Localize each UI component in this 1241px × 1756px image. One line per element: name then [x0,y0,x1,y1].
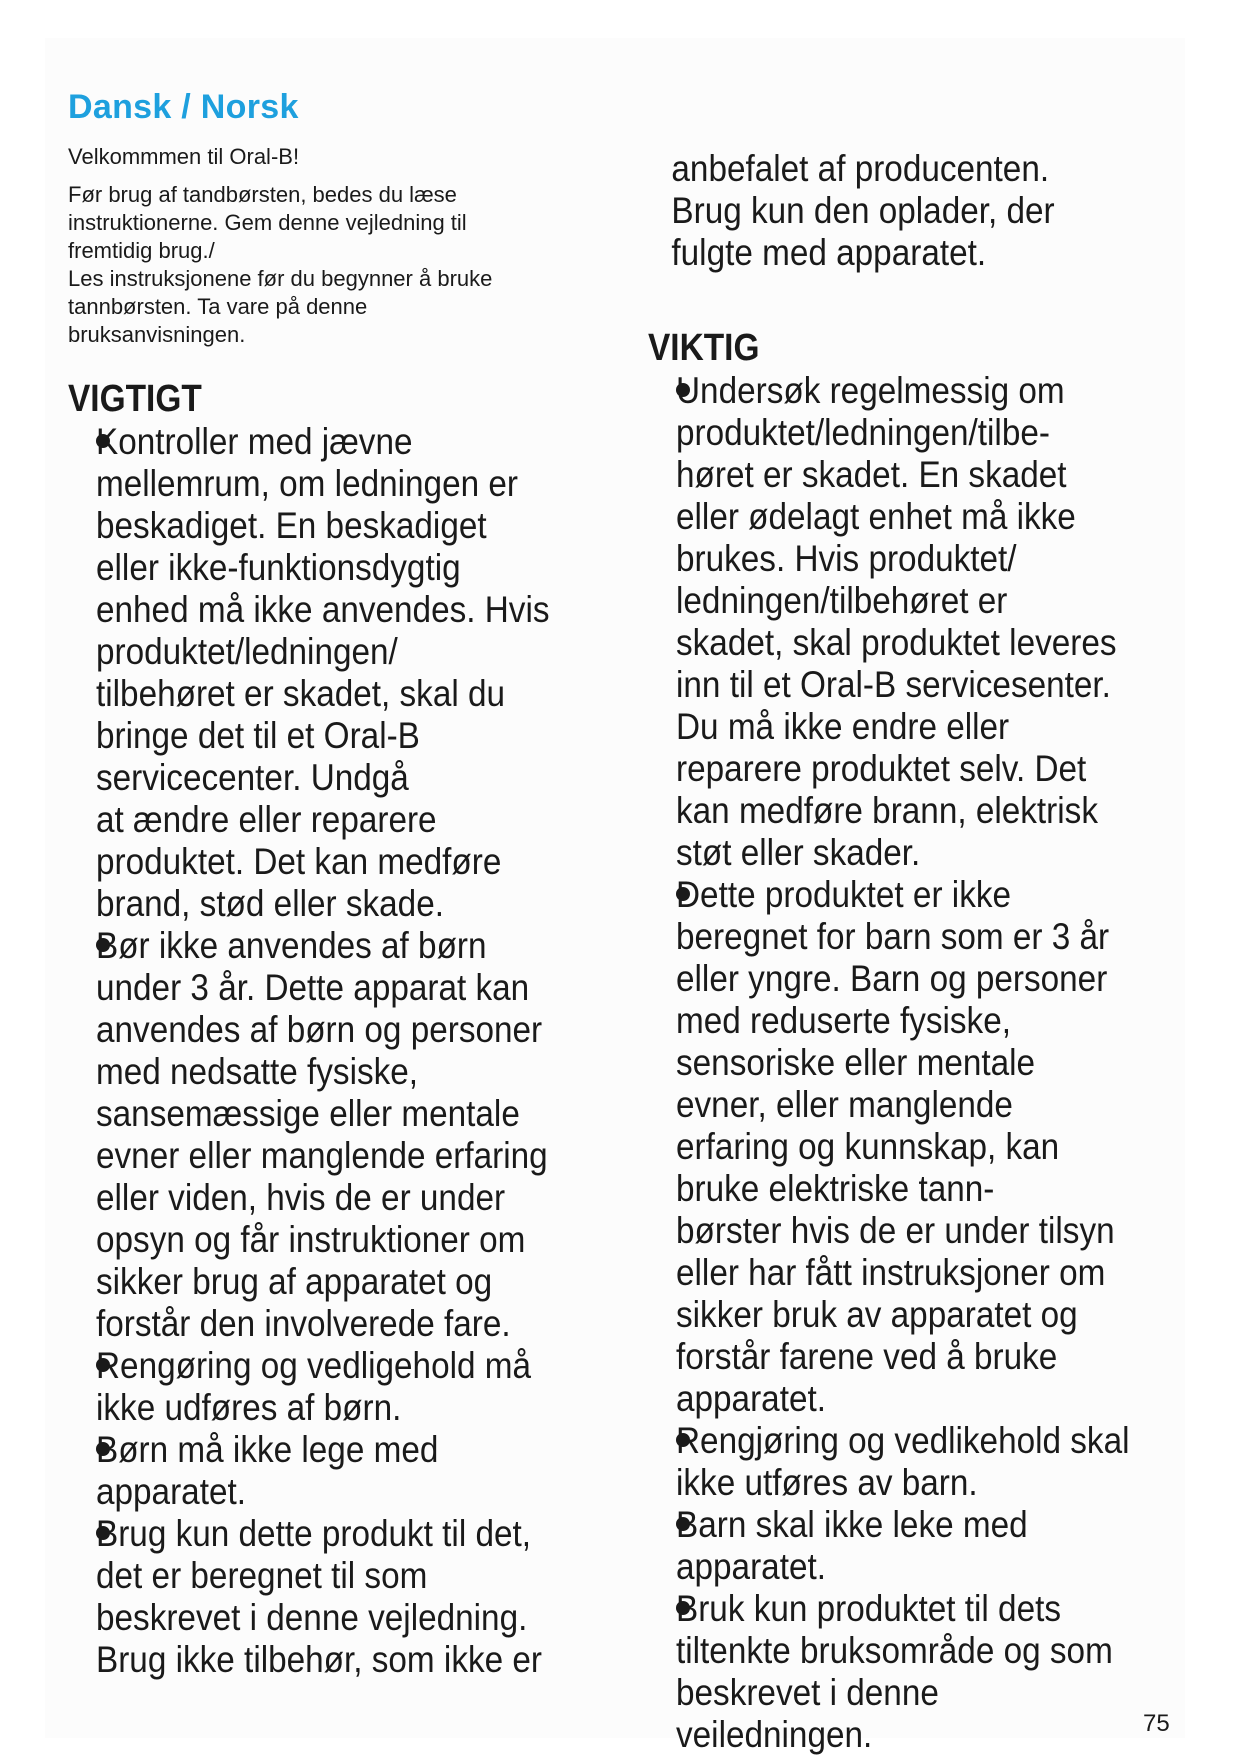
danish-item-text: Bør ikke anvendes af børn under 3 år. Dette apparat kan anvendes af børn og personer med nedsatte fysiske, sansemæssige eller mentale evner eller manglende erfaring eller viden, hvis de er under opsyn og får instruktioner om sikker brug af apparatet og forstår den involverede fare. [96,925,548,1344]
list-item [648,1504,1193,1588]
norwegian-item-text: Undersøk regelmessig om produktet/ledningen/tilbe- høret er skadet. En skadet eller ødelagt enhet må ikke brukes. Hvis produktet/ ledningen/tilbehøret er skadet, skal produktet leveres inn til et Oral-B servicesenter. Du må ikke endre eller reparere produktet selv. Det kan medføre brann, elektrisk støt eller skader. [676,370,1117,873]
list-item [648,874,1193,1420]
list-item [68,1513,608,1681]
list-item [648,1588,1193,1756]
danish-item-text: Børn må ikke lege med apparatet. [96,1429,439,1512]
danish-item-text: Kontroller med jævne mellemrum, om ledningen er beskadiget. En beskadiget eller ikke-funktionsdygtig enhed må ikke anvendes. Hvis produktet/ledningen/ tilbehøret er skadet, skal du bringe det til et Oral-B servicecenter. Undgå at ændre eller reparere produktet. Det kan medføre brand, stød eller skade. [96,421,550,924]
page-number: 75 [1143,1710,1170,1737]
left-column [68,88,608,1681]
danish-continuation-text: anbefalet af producenten. Brug kun den oplader, der fulgte med apparatet. [671,148,1055,273]
welcome-text: Velkommmen til Oral-B! [68,144,300,169]
norwegian-item-text: Rengjøring og vedlikehold skal ikke utføres av barn. [676,1420,1130,1503]
list-item [648,370,1193,874]
list-item [68,1345,608,1429]
danish-item-text: Rengøring og vedligehold må ikke udføres af børn. [96,1345,532,1428]
norwegian-item-text: Bruk kun produktet til dets tiltenkte bruksområde og som beskrevet i denne veiledningen. [676,1588,1113,1755]
language-title: Dansk / Norsk [68,88,299,126]
danish-item-text: Brug kun dette produkt til det, det er beregnet til som beskrevet i denne vejledning. Brug ikke tilbehør, som ikke er [96,1513,543,1680]
right-column [648,148,1193,1756]
norwegian-bullet-list [648,370,1193,1756]
intro-text: Før brug af tandbørsten, bedes du læse instruktionerne. Gem denne vejledning til fremtidig brug./ Les instruksjonene før du begynner å bruke tannbørsten. Ta vare på denne bruksanvisningen. [68,182,493,347]
list-item [68,421,608,925]
list-item [68,1429,608,1513]
danish-bullet-list [68,421,608,1681]
norwegian-item-text: Barn skal ikke leke med apparatet. [676,1504,1028,1587]
norwegian-heading: VIKTIG [648,327,760,369]
norwegian-item-text: Dette produktet er ikke beregnet for barn som er 3 år eller yngre. Barn og personer med reduserte fysiske, sensoriske eller mentale evner, eller manglende erfaring og kunnskap, kan bruke elektriske tann- børster hvis de er under tilsyn eller har fått instruksjoner om sikker bruk av apparatet og forstår farene ved å bruke apparatet. [676,874,1115,1419]
list-item [648,1420,1193,1504]
list-item [68,925,608,1345]
danish-heading: VIGTIGT [68,378,202,420]
